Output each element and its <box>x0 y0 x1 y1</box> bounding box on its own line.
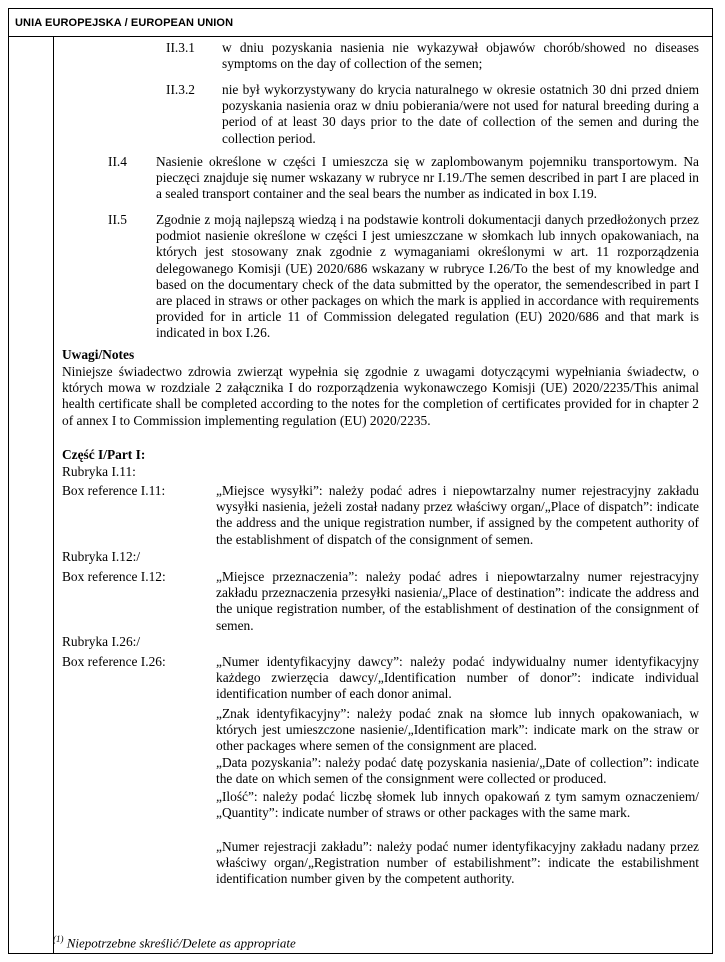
box-reference-label: Box reference I.12: <box>62 569 166 584</box>
item-text: nie był wykorzystywany do krycia naturalnego w okresie ostatnich 30 dni przed dniem pozyskania nasienia oraz w dniu pobierania/were not used for natural breeding during a period of at least 30 days prior to the date of collection of the semen and during the collection period. <box>222 82 699 146</box>
item-number: II.4 <box>108 154 127 169</box>
box-description: „Data pozyskania”: należy podać datę pozyskania nasienia/„Date of collection”: indicate the date on which semen of the consignment were collected or produced. <box>216 755 699 787</box>
part1-heading: Część I/Part I: <box>62 447 146 462</box>
rubryka-label: Rubryka I.11: <box>62 464 136 479</box>
notes-text: Niniejsze świadectwo zdrowia zwierząt wypełnia się zgodnie z uwagami dotyczącymi wypełniania świadectw, o których mowa w rozdziale 2 załącznika I do rozporządzenia wykonawczego Komisji (UE) 2020/2235/This animal health certificate shall be completed according to the notes for the completion of certificates provided for in chapter 2 of annex I to Commission implementing regulation (EU) 2020/2235. <box>62 364 699 428</box>
footnote-mark: (1) <box>53 934 64 944</box>
box-reference-label: Box reference I.26: <box>62 654 166 669</box>
footnote-text: Niepotrzebne skreślić/Delete as appropriate <box>66 935 296 951</box>
item-text: w dniu pozyskania nasienia nie wykazywał objawów chorób/showed no diseases symptoms on the day of collection of the semen; <box>222 40 699 72</box>
item-text: Zgodnie z moją najlepszą wiedzą i na podstawie kontroli dokumentacji danych przedłożonych przez podmiot nasienie określone w części I jest umieszczane w słomkach lub innych opakowaniach, na których jest stosowany znak zgodnie z wymaganiami określonymi w art. 11 rozporządzenia delegowanego Komisji (UE) 2020/686 wskazany w rubryce I.26/To the best of my knowledge and based on the documentary check of the data submitted by the operator, the semendescribed in part I are placed in straws or other packages on which the mark is applied in accordance with requirements provided for in article 11 of Commission delegated regulation (EU) 2020/686 and that mark is indicated in box I.26. <box>156 212 699 341</box>
box-description: „Miejsce wysyłki”: należy podać adres i niepowtarzalny numer rejestracyjny zakładu wysyłki nasienia, jeżeli został nadany przez właściwy organ/„Place of dispatch”: indicate the address and the unique registration number, if assigned by the competent authority of the establishment of dispatch of the consignment of semen. <box>216 483 699 547</box>
left-margin-column <box>53 37 54 953</box>
box-description: „Numer rejestracji zakładu”: należy podać numer identyfikacyjny zakładu nadany przez właściwy organ/„Registration number of estabilishment”: indicate the estabilishment identification number given by the competent authority. <box>216 839 699 887</box>
item-number: II.5 <box>108 212 127 227</box>
box-description: „Ilość”: należy podać liczbę słomek lub innych opakowań z tym samym oznaczeniem/„Quantity”: indicate number of straws or other packages with the same mark. <box>216 789 699 821</box>
item-text: Nasienie określone w części I umieszcza się w zaplombowanym pojemniku transportowym. Na pieczęci znajduje się numer wskazany w rubryce nr I.19./The semen described in part I are placed in a sealed transport container and the seal bears the number as indicated in box I.19. <box>156 154 699 202</box>
item-number: II.3.2 <box>166 82 196 97</box>
box-description: „Numer identyfikacyjny dawcy”: należy podać indywidualny numer identyfikacyjny każdego zwierzęcia dawcy/„Identification number of donor”: indicate individual identification number of each donor animal. <box>216 654 699 702</box>
box-description: „Miejsce przeznaczenia”: należy podać adres i niepowtarzalny numer rejestracyjny zakładu przeznaczenia przesyłki nasienia/„Place of destination”: indicate the address and the unique registration number, of the establishment of destination of the consignment of semen. <box>216 569 699 633</box>
box-reference-label: Box reference I.11: <box>62 483 166 498</box>
notes-heading: Uwagi/Notes <box>62 347 135 362</box>
rubryka-label: Rubryka I.12:/ <box>62 549 141 564</box>
item-number: II.3.1 <box>166 40 196 55</box>
page-header: UNIA EUROPEJSKA / EUROPEAN UNION <box>9 9 712 37</box>
footnote <box>53 934 296 951</box>
rubryka-label: Rubryka I.26:/ <box>62 634 141 649</box>
box-description: „Znak identyfikacyjny”: należy podać znak na słomce lub innych opakowaniach, w których jest umieszczone nasienie/„Identification mark”: indicate mark on the straw or other packages where semen of the consignment are placed. <box>216 706 699 754</box>
